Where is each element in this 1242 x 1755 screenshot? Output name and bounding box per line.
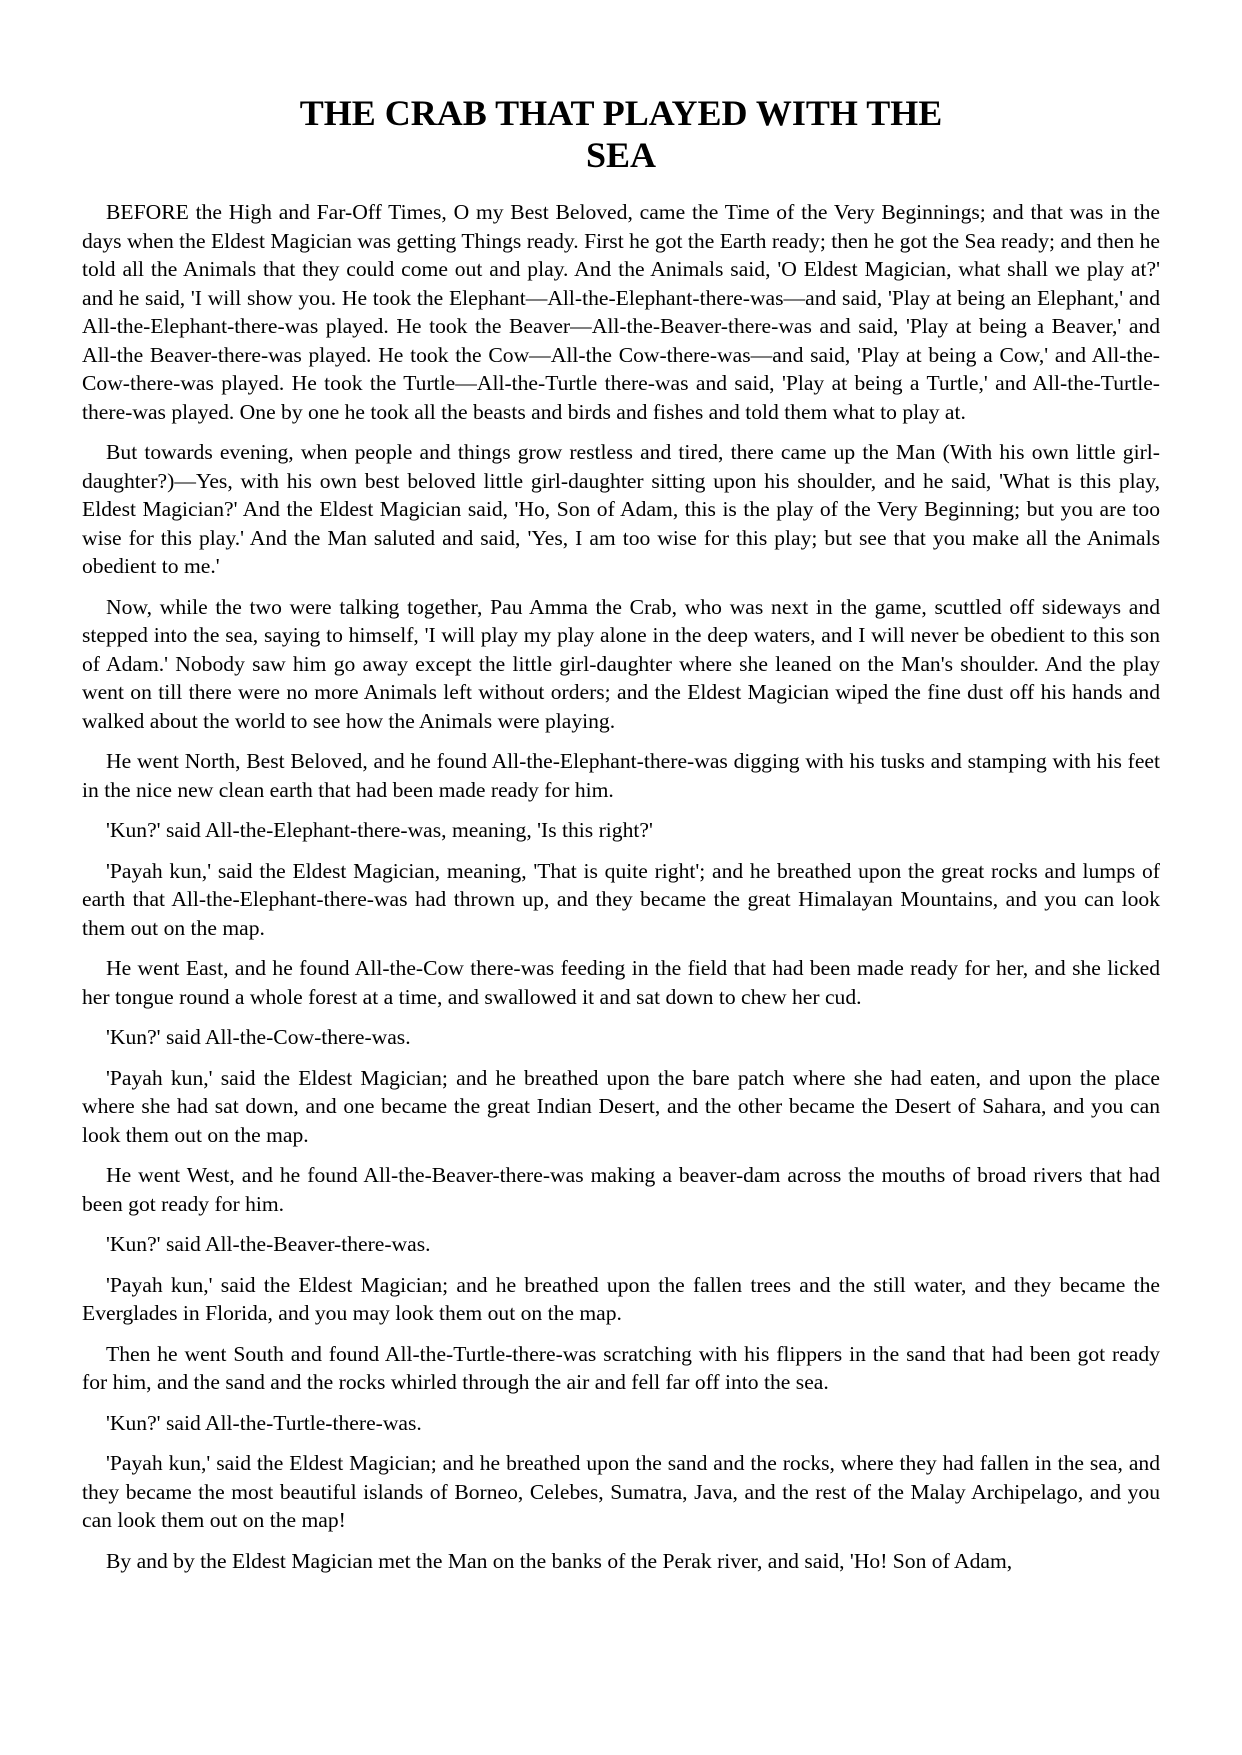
document-page	[82, 92, 1160, 1587]
paragraph: 'Payah kun,' said the Eldest Magician; and he breathed upon the sand and the rocks, where they had fallen in the sea, and they became the most beautiful islands of Borneo, Celebes, Sumatra, Java, and the rest of the Malay Archipelago, and you can look them out on the map!	[82, 1451, 1160, 1532]
paragraph: He went East, and he found All-the-Cow there-was feeding in the field that had been made ready for her, and she licked her tongue round a whole forest at a time, and swallowed it and sat down to chew her cud.	[82, 956, 1160, 1009]
paragraph: But towards evening, when people and things grow restless and tired, there came up the Man (With his own little girl-daughter?)—Yes, with his own best beloved little girl-daughter sitting upon his shoulder, and he said, 'What is this play, Eldest Magician?' And the Eldest Magician said, 'Ho, Son of Adam, this is the play of the Very Beginning; but you are too wise for this play.' And the Man saluted and said, 'Yes, I am too wise for this play; but see that you make all the Animals obedient to me.'	[82, 440, 1160, 578]
page-title	[82, 92, 1160, 176]
title-line-2: SEA	[585, 135, 657, 175]
paragraph: 'Kun?' said All-the-Elephant-there-was, meaning, 'Is this right?'	[106, 818, 653, 842]
paragraph: 'Payah kun,' said the Eldest Magician; and he breathed upon the bare patch where she had eaten, and upon the place where she had sat down, and one became the great Indian Desert, and the other became the Desert of Sahara, and you can look them out on the map.	[82, 1065, 1160, 1147]
paragraph: Now, while the two were talking together, Pau Amma the Crab, who was next in the game, scuttled off sideways and stepped into the sea, saying to himself, 'I will play my play alone in the deep waters, and I will never be obedient to this son of Adam.' Nobody saw him go away except the little girl-daughter where she leaned on the Man's shoulder. And the play went on till there were no more Animals left without orders; and the Eldest Magician wiped the fine dust off his hands and walked about the world to see how the Animals were playing.	[82, 594, 1160, 733]
paragraph: 'Kun?' said All-the-Turtle-there-was.	[106, 1410, 422, 1435]
paragraph: 'Payah kun,' said the Eldest Magician, meaning, 'That is quite right'; and he breathed upon the great rocks and lumps of earth that All-the-Elephant-there-was had thrown up, and they became the great Himalayan Mountains, and you can look them out on the map.	[82, 858, 1160, 940]
paragraph: BEFORE the High and Far-Off Times, O my Best Beloved, came the Time of the Very Beginnings; and that was in the days when the Eldest Magician was getting Things ready. First he got the Earth ready; then he got the Sea ready; and then he told all the Animals that they could come out and play. And the Animals said, 'O Eldest Magician, what shall we play at?' and he said, 'I will show you. He took the Elephant—All-the-Elephant-there-was—and said, 'Play at being an Elephant,' and All-the-Elephant-there-was played. He took the Beaver—All-the-Beaver-there-was and said, 'Play at being a Beaver,' and All-the Beaver-there-was played. He took the Cow—All-the Cow-there-was—and said, 'Play at being a Cow,' and All-the-Cow-there-was played. He took the Turtle—All-the-Turtle there-was and said, 'Play at being a Turtle,' and All-the-Turtle-there-was played. One by one he took all the beasts and birds and fishes and told them what to play at.	[82, 200, 1160, 424]
paragraph: He went West, and he found All-the-Beaver-there-was making a beaver-dam across the mouths of broad rivers that had been got ready for him.	[82, 1163, 1160, 1216]
paragraph: 'Kun?' said All-the-Beaver-there-was.	[106, 1232, 431, 1256]
paragraph: Then he went South and found All-the-Turtle-there-was scratching with his flippers in the sand that had been got ready for him, and the sand and the rocks whirled through the air and fell far off into the sea.	[82, 1341, 1160, 1394]
paragraph: He went North, Best Beloved, and he found All-the-Elephant-there-was digging with his tusks and stamping with his feet in the nice new clean earth that had been made ready for him.	[82, 749, 1160, 802]
paragraph: By and by the Eldest Magician met the Man on the banks of the Perak river, and said, 'Ho! Son of Adam,	[106, 1548, 1013, 1573]
title-line-1: THE CRAB THAT PLAYED WITH THE	[299, 93, 943, 133]
paragraph: 'Payah kun,' said the Eldest Magician; and he breathed upon the fallen trees and the still water, and they became the Everglades in Florida, and you may look them out on the map.	[82, 1272, 1160, 1325]
paragraph: 'Kun?' said All-the-Cow-there-was.	[106, 1025, 411, 1049]
